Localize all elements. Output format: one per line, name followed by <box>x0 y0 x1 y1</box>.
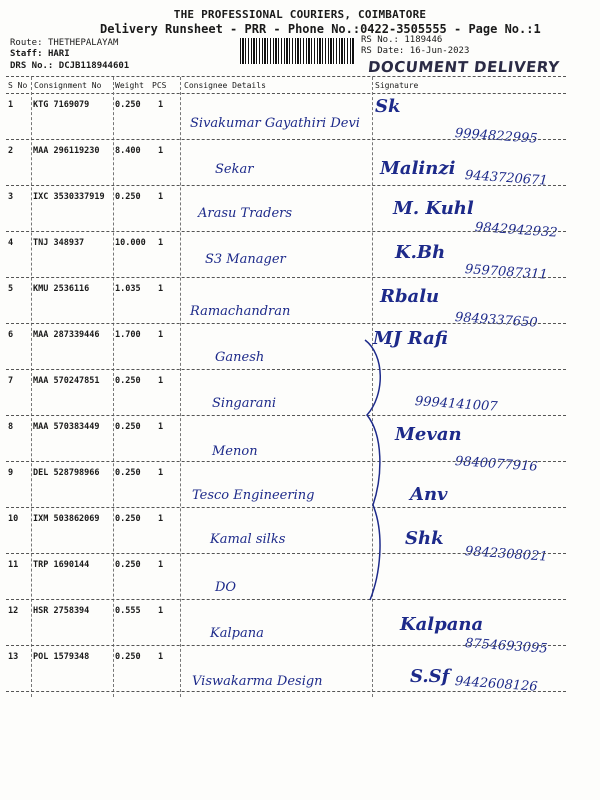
route-value: THETHEPALAYAM <box>47 38 119 48</box>
rs-date-value: 16-Jun-2023 <box>409 46 470 56</box>
route-label: Route: <box>10 38 43 48</box>
table-row <box>6 278 566 331</box>
weight-value: 0.250 <box>115 514 141 524</box>
consignment-number: IXM 503862069 <box>33 514 100 524</box>
consignee-name: Kalpana <box>210 626 264 641</box>
consignee-name: Ganesh <box>215 350 265 365</box>
weight-value: 0.250 <box>115 192 141 202</box>
pieces-count: 1 <box>158 192 164 202</box>
rs-number-line <box>361 35 442 45</box>
table-row <box>6 646 566 695</box>
consignment-number: DEL 528798966 <box>33 468 100 478</box>
serial-number: 8 <box>8 422 14 432</box>
signature-scribble: M. Kuhl <box>393 198 474 219</box>
staff-value: HARI <box>47 49 70 59</box>
consignee-name: Kamal silks <box>210 532 286 547</box>
table-row <box>6 370 566 416</box>
consignment-number: MAA 570247851 <box>33 376 100 386</box>
runsheet-title: Delivery Runsheet - PRR - Phone No.:0422-3505555 - Page No.:1 <box>100 22 541 36</box>
consignee-name: Viswakarma Design <box>192 674 323 689</box>
consignment-number: MAA 287339446 <box>33 330 100 340</box>
column-header-weight: Weight <box>115 81 144 90</box>
handwritten-phone-number: 9849337650 <box>454 310 539 331</box>
weight-value: 0.250 <box>115 376 141 386</box>
weight-value: 0.250 <box>115 560 141 570</box>
drs-label: DRS No.: <box>10 61 54 71</box>
column-header-consignee: Consignee Details <box>184 81 266 90</box>
pieces-count: 1 <box>158 330 164 340</box>
serial-number: 2 <box>8 146 14 156</box>
barcode <box>240 38 355 64</box>
handwritten-phone-number: 9442608126 <box>454 674 539 695</box>
handwritten-phone-number: 9994822995 <box>454 126 539 147</box>
table-row <box>6 140 566 189</box>
consignment-number: POL 1579348 <box>33 652 90 662</box>
serial-number: 12 <box>8 606 19 616</box>
consignee-name: Sekar <box>215 162 254 177</box>
signature-scribble: Kalpana <box>400 614 484 635</box>
rs-number-value: 1189446 <box>404 35 443 45</box>
serial-number: 10 <box>8 514 19 524</box>
column-header-sno: S No <box>8 81 28 90</box>
serial-number: 1 <box>8 100 14 110</box>
signature-scribble: Sk <box>375 96 401 117</box>
weight-value: 1.700 <box>115 330 141 340</box>
pieces-count: 1 <box>158 284 164 294</box>
drs-line <box>10 61 129 71</box>
serial-number: 3 <box>8 192 14 202</box>
consignee-name: Menon <box>212 444 258 459</box>
pieces-count: 1 <box>158 652 164 662</box>
pieces-count: 1 <box>158 376 164 386</box>
staff-line <box>10 49 70 59</box>
weight-value: 0.250 <box>115 422 141 432</box>
pieces-count: 1 <box>158 514 164 524</box>
table-row <box>6 186 566 241</box>
table-row <box>6 232 566 283</box>
consignee-name: Singarani <box>212 396 277 411</box>
serial-number: 6 <box>8 330 14 340</box>
column-header-signature: Signature <box>375 81 419 90</box>
signature-scribble: Anv <box>410 484 448 505</box>
consignment-number: IXC 3530337919 <box>33 192 105 202</box>
staff-label: Staff: <box>10 49 43 59</box>
serial-number: 9 <box>8 468 14 478</box>
consignment-number: TNJ 348937 <box>33 238 85 248</box>
row-separator <box>6 691 566 692</box>
document-delivery-stamp: DOCUMENT DELIVERY <box>367 58 561 76</box>
rs-date-line <box>361 46 469 56</box>
consignment-number: KTG 7169079 <box>33 100 90 110</box>
grouping-bracket-mark <box>355 335 395 605</box>
rs-date-label: RS Date: <box>361 46 405 56</box>
handwritten-phone-number: 9597087311 <box>464 262 549 283</box>
weight-value: 8.400 <box>115 146 141 156</box>
consignee-name: Ramachandran <box>190 304 291 319</box>
handwritten-phone-number: 9994141007 <box>414 394 499 415</box>
consignee-name: Tesco Engineering <box>192 488 315 503</box>
consignment-number: KMU 2536116 <box>33 284 90 294</box>
column-header-pcs: PCS <box>152 81 167 90</box>
table-row <box>6 324 566 370</box>
weight-value: 10.000 <box>115 238 146 248</box>
handwritten-phone-number: 9842942932 <box>474 220 559 241</box>
pieces-count: 1 <box>158 560 164 570</box>
serial-number: 13 <box>8 652 19 662</box>
handwritten-phone-number: 9443720671 <box>464 168 549 189</box>
pieces-count: 1 <box>158 468 164 478</box>
weight-value: 0.250 <box>115 652 141 662</box>
table-row <box>6 554 566 600</box>
consignee-name: Sivakumar Gayathiri Devi <box>190 116 360 131</box>
table-row <box>6 94 566 147</box>
serial-number: 11 <box>8 560 19 570</box>
rs-number-label: RS No.: <box>361 35 399 45</box>
table-top-rule <box>6 76 566 77</box>
drs-value: DCJB118944601 <box>58 61 130 71</box>
consignee-name: DO <box>215 580 237 595</box>
signature-scribble: Mevan <box>395 424 462 445</box>
weight-value: 0.250 <box>115 468 141 478</box>
weight-value: 0.250 <box>115 100 141 110</box>
serial-number: 5 <box>8 284 14 294</box>
route-line <box>10 38 118 48</box>
table-row <box>6 462 566 508</box>
pieces-count: 1 <box>158 606 164 616</box>
signature-scribble: Rbalu <box>380 286 440 307</box>
consignee-name: S3 Manager <box>205 252 286 267</box>
pieces-count: 1 <box>158 146 164 156</box>
weight-value: 0.555 <box>115 606 141 616</box>
signature-scribble: MJ Rafi <box>373 328 448 349</box>
pieces-count: 1 <box>158 100 164 110</box>
handwritten-phone-number: 9840077916 <box>454 454 539 475</box>
signature-scribble: S.Sf <box>410 666 450 687</box>
serial-number: 7 <box>8 376 14 386</box>
consignment-number: HSR 2758394 <box>33 606 90 616</box>
weight-value: 1.035 <box>115 284 141 294</box>
serial-number: 4 <box>8 238 14 248</box>
column-header-consignment: Consignment No <box>34 81 102 90</box>
pieces-count: 1 <box>158 422 164 432</box>
consignee-name: Arasu Traders <box>198 206 293 221</box>
handwritten-phone-number: 8754693095 <box>464 636 549 657</box>
consignment-number: MAA 570383449 <box>33 422 100 432</box>
consignment-number: TRP 1690144 <box>33 560 90 570</box>
signature-scribble: K.Bh <box>395 242 446 263</box>
consignment-number: MAA 296119230 <box>33 146 100 156</box>
signature-scribble: Malinzi <box>380 158 456 179</box>
pieces-count: 1 <box>158 238 164 248</box>
handwritten-phone-number: 9842308021 <box>464 544 549 565</box>
company-title: THE PROFESSIONAL COURIERS, COIMBATORE <box>173 8 427 21</box>
signature-scribble: Shk <box>405 528 444 549</box>
